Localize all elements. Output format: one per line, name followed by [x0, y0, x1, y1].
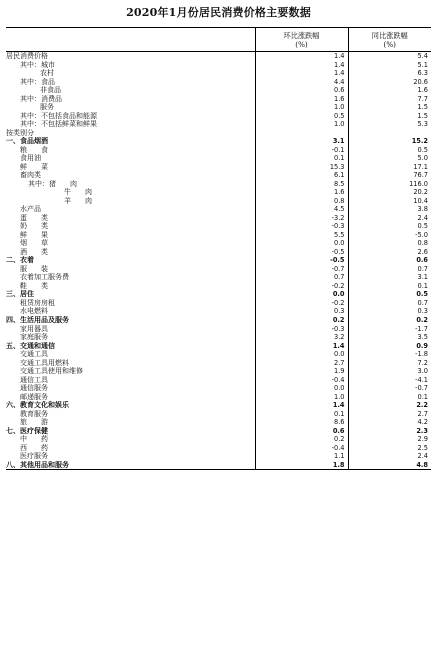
table-row	[6, 325, 431, 334]
yoy-value: 15.2	[348, 137, 431, 146]
mom-value: 3.1	[255, 137, 348, 146]
row-label-cell	[6, 427, 255, 436]
table-row	[6, 333, 431, 342]
table-row	[6, 248, 431, 257]
header-mom	[255, 28, 348, 52]
table-row	[6, 146, 431, 155]
table-row	[6, 239, 431, 248]
mom-value: -0.5	[255, 256, 348, 265]
row-label: 粮 食	[20, 145, 48, 154]
document-page	[6, 0, 431, 670]
mom-value: 0.2	[255, 316, 348, 325]
table-row	[6, 290, 431, 299]
row-label: 水产品	[20, 205, 41, 214]
table-row	[6, 69, 431, 78]
row-label: 按类别分	[6, 128, 34, 137]
mom-value: -0.4	[255, 376, 348, 385]
yoy-value: 7.7	[348, 95, 431, 104]
row-label: 教育服务	[20, 409, 48, 418]
yoy-value: 2.5	[348, 444, 431, 453]
yoy-value: 3.1	[348, 273, 431, 282]
mom-value: 1.6	[255, 95, 348, 104]
yoy-value: 2.4	[348, 214, 431, 223]
mom-value: 1.4	[255, 401, 348, 410]
mom-value: 1.4	[255, 52, 348, 61]
mom-value: 1.4	[255, 342, 348, 351]
table-row	[6, 78, 431, 87]
row-label-cell	[6, 205, 255, 214]
table-row	[6, 180, 431, 189]
mom-value: -0.3	[255, 222, 348, 231]
table-row	[6, 410, 431, 419]
row-label-cell	[6, 86, 255, 95]
yoy-value: 20.6	[348, 78, 431, 87]
row-label-cell	[6, 146, 255, 155]
mom-value: 1.0	[255, 120, 348, 129]
table-row	[6, 129, 431, 138]
row-label: 西 药	[20, 443, 48, 452]
yoy-value: 2.6	[348, 248, 431, 257]
row-label-cell	[6, 435, 255, 444]
table-row	[6, 307, 431, 316]
row-label: 畜肉类	[20, 171, 41, 180]
yoy-value: -5.0	[348, 231, 431, 240]
table-row	[6, 231, 431, 240]
mom-value: -0.4	[255, 444, 348, 453]
table-row	[6, 367, 431, 376]
mom-value: 0.1	[255, 410, 348, 419]
mom-value: -3.2	[255, 214, 348, 223]
yoy-value: 3.8	[348, 205, 431, 214]
row-label-cell	[6, 418, 255, 427]
yoy-value: 2.3	[348, 427, 431, 436]
row-label: 鲜 菜	[20, 162, 48, 171]
row-label-cell	[6, 163, 255, 172]
cpi-table	[6, 27, 431, 470]
row-label-cell	[6, 307, 255, 316]
row-label-cell	[6, 393, 255, 402]
row-label-cell	[6, 188, 255, 197]
header-mom-unit: (%)	[295, 39, 308, 49]
mom-value: -0.2	[255, 282, 348, 291]
row-label: 烟 草	[20, 239, 48, 248]
row-label: 四、生活用品及服务	[6, 315, 69, 324]
row-label: 食用油	[20, 154, 41, 163]
row-label: 农村	[40, 69, 54, 78]
row-label: 七、医疗保健	[6, 426, 48, 435]
table-row	[6, 214, 431, 223]
row-label: 交通工具用燃料	[20, 358, 69, 367]
yoy-value: 0.1	[348, 393, 431, 402]
table-row	[6, 350, 431, 359]
yoy-value: 1.5	[348, 112, 431, 121]
mom-value: 0.6	[255, 86, 348, 95]
yoy-value: 0.3	[348, 307, 431, 316]
row-label-cell	[6, 61, 255, 70]
row-label-cell	[6, 248, 255, 257]
table-row	[6, 171, 431, 180]
row-label: 鲜 果	[20, 230, 48, 239]
row-label-cell	[6, 239, 255, 248]
table-row	[6, 265, 431, 274]
table-row	[6, 163, 431, 172]
row-label: 非食品	[40, 86, 61, 95]
header-yoy-label: 同比涨跌幅	[371, 30, 408, 40]
mom-value: -0.2	[255, 299, 348, 308]
row-label: 家庭服务	[20, 333, 48, 342]
mom-value: 8.6	[255, 418, 348, 427]
mom-value: 6.1	[255, 171, 348, 180]
yoy-value: 76.7	[348, 171, 431, 180]
yoy-value: 17.1	[348, 163, 431, 172]
table-row	[6, 401, 431, 410]
table-row	[6, 299, 431, 308]
row-label: 通信工具	[20, 375, 48, 384]
row-label: 其中：城市	[20, 60, 55, 69]
header-yoy	[348, 28, 431, 52]
row-label-cell	[6, 273, 255, 282]
mom-value: 4.4	[255, 78, 348, 87]
row-label: 一、食品烟酒	[6, 137, 48, 146]
row-label: 蛋 类	[20, 213, 48, 222]
mom-value: 1.4	[255, 69, 348, 78]
mom-value: 15.3	[255, 163, 348, 172]
mom-value: 0.0	[255, 350, 348, 359]
yoy-value: 10.4	[348, 197, 431, 206]
mom-value: 1.9	[255, 367, 348, 376]
mom-value: -0.7	[255, 265, 348, 274]
row-label-cell	[6, 461, 255, 470]
table-row	[6, 359, 431, 368]
table-row	[6, 154, 431, 163]
yoy-value	[348, 129, 431, 138]
yoy-value: 4.8	[348, 461, 431, 470]
yoy-value: 0.6	[348, 256, 431, 265]
mom-value: -0.3	[255, 325, 348, 334]
yoy-value: 2.4	[348, 452, 431, 461]
row-label: 衣着加工服务费	[20, 273, 69, 282]
yoy-value: 7.2	[348, 359, 431, 368]
row-label-cell	[6, 444, 255, 453]
row-label: 中 药	[20, 435, 48, 444]
row-label-cell	[6, 350, 255, 359]
mom-value: 0.8	[255, 197, 348, 206]
row-label: 二、衣着	[6, 256, 34, 265]
row-label-cell	[6, 256, 255, 265]
table-row	[6, 188, 431, 197]
yoy-value: -0.7	[348, 384, 431, 393]
mom-value: 1.0	[255, 393, 348, 402]
row-label: 租赁房房租	[20, 298, 55, 307]
row-label-cell	[6, 129, 255, 138]
mom-value: -0.5	[255, 248, 348, 257]
mom-value: 0.0	[255, 239, 348, 248]
yoy-value: -1.8	[348, 350, 431, 359]
table-body	[6, 52, 431, 470]
yoy-value: 116.0	[348, 180, 431, 189]
mom-value: 0.0	[255, 290, 348, 299]
mom-value: 0.1	[255, 154, 348, 163]
row-label-cell	[6, 78, 255, 87]
yoy-value: 2.7	[348, 410, 431, 419]
table-row	[6, 120, 431, 129]
table-row	[6, 452, 431, 461]
yoy-value: 0.5	[348, 290, 431, 299]
row-label-cell	[6, 214, 255, 223]
table-row	[6, 197, 431, 206]
row-label-cell	[6, 410, 255, 419]
row-label-cell	[6, 282, 255, 291]
yoy-value: 2.2	[348, 401, 431, 410]
yoy-value: 2.9	[348, 435, 431, 444]
row-label-cell	[6, 333, 255, 342]
row-label-cell	[6, 265, 255, 274]
mom-value: 0.7	[255, 273, 348, 282]
table-row	[6, 393, 431, 402]
mom-value: 0.0	[255, 384, 348, 393]
row-label-cell	[6, 95, 255, 104]
row-label: 邮递服务	[20, 392, 48, 401]
row-label-cell	[6, 103, 255, 112]
row-label-cell	[6, 376, 255, 385]
mom-value: 1.6	[255, 188, 348, 197]
table-row	[6, 95, 431, 104]
yoy-value: 5.3	[348, 120, 431, 129]
row-label-cell	[6, 316, 255, 325]
row-label-cell	[6, 401, 255, 410]
row-label: 其中：食品	[20, 77, 55, 86]
row-label-cell	[6, 325, 255, 334]
yoy-value: -4.1	[348, 376, 431, 385]
row-label: 居民消费价格	[6, 52, 48, 60]
row-label-cell	[6, 222, 255, 231]
row-label-cell	[6, 137, 255, 146]
table-row	[6, 103, 431, 112]
mom-value: 8.5	[255, 180, 348, 189]
row-label: 八、其他用品和服务	[6, 460, 69, 469]
table-row	[6, 137, 431, 146]
table-row	[6, 256, 431, 265]
table-row	[6, 384, 431, 393]
yoy-value: 0.7	[348, 299, 431, 308]
row-label: 其中：不包括鲜菜和鲜果	[20, 120, 97, 129]
row-label: 水电燃料	[20, 307, 48, 316]
row-label: 服 装	[20, 264, 48, 273]
row-label-cell	[6, 120, 255, 129]
yoy-value: 20.2	[348, 188, 431, 197]
row-label: 鞋 类	[20, 281, 48, 290]
table-row	[6, 316, 431, 325]
row-label-cell	[6, 154, 255, 163]
table-row	[6, 273, 431, 282]
row-label: 酒 类	[20, 247, 48, 256]
header-yoy-unit: (%)	[383, 39, 396, 49]
row-label-cell	[6, 299, 255, 308]
mom-value: 1.8	[255, 461, 348, 470]
row-label-cell	[6, 69, 255, 78]
table-row	[6, 112, 431, 121]
mom-value	[255, 129, 348, 138]
mom-value: 1.4	[255, 61, 348, 70]
table-row	[6, 282, 431, 291]
row-label-cell	[6, 112, 255, 121]
yoy-value: 0.2	[348, 316, 431, 325]
row-label-cell	[6, 52, 255, 61]
yoy-value: 0.9	[348, 342, 431, 351]
table-row	[6, 376, 431, 385]
yoy-value: 6.3	[348, 69, 431, 78]
mom-value: 0.2	[255, 435, 348, 444]
table-row	[6, 418, 431, 427]
row-label-cell	[6, 197, 255, 206]
row-label-cell	[6, 290, 255, 299]
mom-value: 5.5	[255, 231, 348, 240]
row-label-cell	[6, 384, 255, 393]
row-label-cell	[6, 367, 255, 376]
header-mom-label: 环比涨跌幅	[283, 30, 320, 40]
yoy-value: 0.7	[348, 265, 431, 274]
yoy-value: 5.1	[348, 61, 431, 70]
header-blank-cell	[6, 28, 255, 52]
table-row	[6, 444, 431, 453]
row-label-cell	[6, 171, 255, 180]
row-label: 交通工具	[20, 350, 48, 359]
table-row	[6, 86, 431, 95]
mom-value: 4.5	[255, 205, 348, 214]
table-row	[6, 61, 431, 70]
yoy-value: 0.8	[348, 239, 431, 248]
mom-value: 0.3	[255, 307, 348, 316]
row-label: 六、教育文化和娱乐	[6, 401, 69, 410]
row-label: 家用器具	[20, 324, 48, 333]
yoy-value: 5.0	[348, 154, 431, 163]
yoy-value: 1.5	[348, 103, 431, 112]
table-row	[6, 52, 431, 61]
yoy-value: 0.5	[348, 146, 431, 155]
row-label-cell	[6, 359, 255, 368]
row-label: 医疗服务	[20, 452, 48, 461]
row-label-cell	[6, 231, 255, 240]
table-row	[6, 222, 431, 231]
table-row	[6, 205, 431, 214]
mom-value: 1.1	[255, 452, 348, 461]
row-label: 奶 类	[20, 222, 48, 231]
row-label: 其中：不包括食品和能源	[20, 111, 97, 120]
yoy-value: 0.5	[348, 222, 431, 231]
mom-value: 0.6	[255, 427, 348, 436]
table-row	[6, 342, 431, 351]
row-label: 交通工具使用和维修	[20, 367, 83, 376]
row-label-cell	[6, 342, 255, 351]
yoy-value: 4.2	[348, 418, 431, 427]
row-label: 三、居住	[6, 290, 34, 299]
row-label: 其中：猪 肉	[28, 179, 77, 188]
row-label: 羊 肉	[64, 196, 92, 205]
table-row	[6, 461, 431, 470]
row-label: 牛 肉	[64, 188, 92, 197]
yoy-value: 0.1	[348, 282, 431, 291]
table-header	[6, 28, 431, 52]
row-label: 服务	[40, 103, 54, 112]
table-row	[6, 435, 431, 444]
yoy-value: -1.7	[348, 325, 431, 334]
yoy-value: 1.6	[348, 86, 431, 95]
document-title: 2020年1月份居民消费价格主要数据	[126, 6, 311, 19]
row-label-cell	[6, 180, 255, 189]
yoy-value: 5.4	[348, 52, 431, 61]
mom-value: 1.0	[255, 103, 348, 112]
mom-value: 0.5	[255, 112, 348, 121]
row-label: 通信服务	[20, 384, 48, 393]
mom-value: -0.1	[255, 146, 348, 155]
yoy-value: 3.5	[348, 333, 431, 342]
table-row	[6, 427, 431, 436]
yoy-value: 3.0	[348, 367, 431, 376]
mom-value: 3.2	[255, 333, 348, 342]
row-label-cell	[6, 452, 255, 461]
row-label: 五、交通和通信	[6, 341, 55, 350]
row-label: 其中：消费品	[20, 94, 62, 103]
mom-value: 2.7	[255, 359, 348, 368]
row-label: 旅 游	[20, 418, 48, 427]
